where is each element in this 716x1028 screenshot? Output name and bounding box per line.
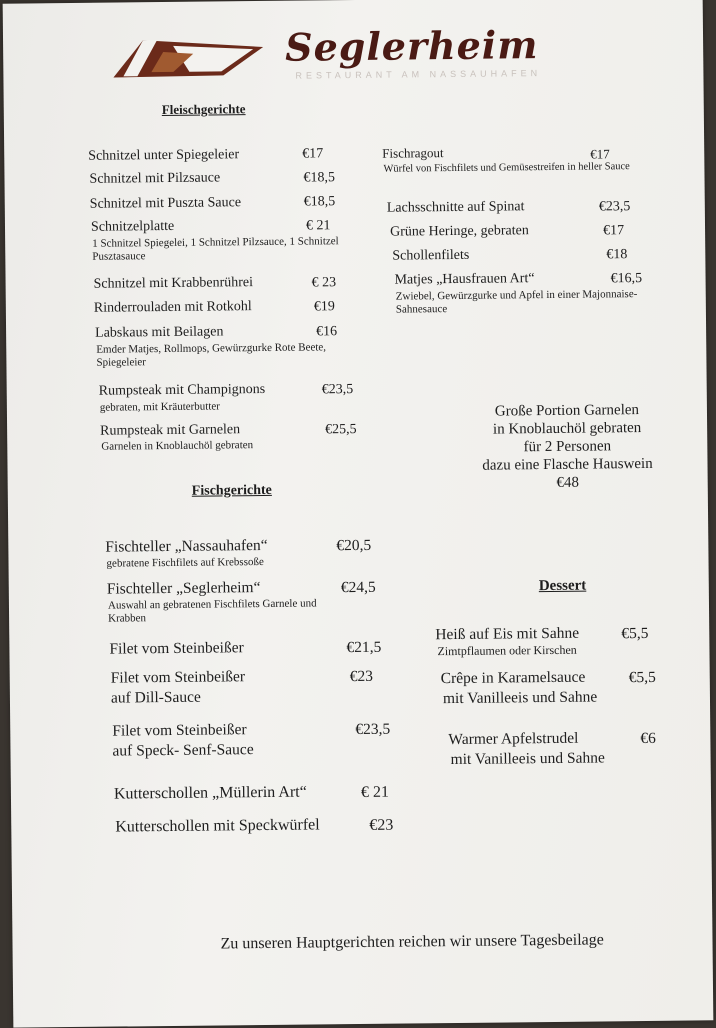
menu-item-name: Labskaus mit Beilagen [95, 324, 224, 341]
menu-item-price: €19 [313, 299, 335, 315]
menu-item-name: Kutterschollen „Müllerin Art“ [113, 783, 307, 803]
menu-item-description: Zimtpflaumen oder Kirschen [437, 642, 577, 659]
menu-item-name-line2: auf Speck- Senf-Sauce [112, 741, 254, 760]
menu-item-description: Auswahl an gebratenen Fischfilets Garnele und Krabben [107, 597, 317, 625]
menu-item-description: Zwiebel, Gewürzgurke und Apfel in einer Majonnaise-Sahnesauce [395, 288, 638, 316]
menu-item-name-line2: auf Dill-Sauce [110, 688, 201, 707]
menu-item-price: €23,5 [598, 199, 631, 215]
menu-item-name: Filet vom Steinbeißer [109, 639, 244, 658]
section-heading-dessert: Dessert [538, 577, 587, 595]
menu-item-price: €25,5 [325, 422, 357, 438]
footer-note: Zu unseren Hauptgerichten reichen wir unsere Tagesbeilage [220, 931, 604, 953]
menu-item-price: € 21 [305, 218, 331, 234]
menu-item-name: Lachsschnitte auf Spinat [386, 199, 525, 216]
menu-item-name: Rinderrouladen mit Rotkohl [93, 299, 252, 316]
menu-item-name: Fischteller „Nassauhafen“ [105, 536, 268, 556]
menu-item-name-line2: mit Vanilleeis und Sahne [442, 688, 598, 708]
anchor-logo-icon [103, 31, 274, 83]
menu-item-price: € 23 [311, 275, 337, 291]
menu-item-name: Filet vom Steinbeißer [112, 721, 247, 740]
menu-item-price: €16 [316, 324, 338, 340]
brand-name: Seglerheim [284, 22, 539, 70]
menu-item-name: Schnitzel mit Krabbenrührei [93, 275, 254, 292]
menu-item-name: Schnitzel mit Pilzsauce [89, 170, 221, 187]
menu-item-name: Fischragout [382, 145, 444, 161]
special-offer-price: €48 [556, 474, 580, 491]
brand-tagline: RESTAURANT AM NASSAUHAFEN [295, 68, 542, 81]
menu-item-name: Warmer Apfelstrudel [448, 729, 579, 749]
menu-item-price: €23 [349, 667, 374, 686]
special-offer-line: in Knoblauchöl gebraten [492, 420, 642, 438]
special-offer-line: Große Portion Garnelen [494, 402, 640, 420]
menu-item-description: gebratene Fischfilets auf Krebssoße [106, 555, 264, 570]
menu-item-name-line2: mit Vanilleeis und Sahne [450, 749, 605, 769]
menu-item-price: €17 [590, 146, 610, 162]
menu-item-price: €17 [302, 146, 324, 162]
menu-item-description: gebraten, mit Kräuterbutter [99, 400, 220, 414]
menu-item-name: Matjes „Hausfrauen Art“ [394, 271, 535, 288]
menu-page [3, 0, 714, 1028]
menu-item-price: €23,5 [355, 720, 391, 739]
menu-item-name: Schollenfilets [392, 247, 470, 264]
section-heading-fisch: Fischgerichte [191, 482, 272, 499]
menu-item-name: Schnitzel unter Spiegeleier [88, 147, 240, 164]
menu-item-description: Garnelen in Knoblauchöl gebraten [101, 439, 254, 453]
menu-item-name: Kutterschollen mit Speckwürfel [115, 816, 320, 836]
menu-item-price: € 21 [360, 783, 390, 801]
menu-item-price: €5,5 [628, 668, 656, 687]
menu-item-price: €16,5 [610, 271, 643, 287]
menu-item-price: €18,5 [303, 170, 336, 186]
menu-item-name: Schnitzelplatte [90, 218, 175, 235]
menu-item-price: €23,5 [321, 382, 354, 398]
menu-item-price: €24,5 [340, 578, 376, 597]
menu-item-name: Rumpsteak mit Garnelen [100, 422, 241, 439]
menu-item-description: Würfel von Fischfilets und Gemüsestreifen in heller Sauce [383, 161, 630, 175]
menu-item-name: Fischteller „Seglerheim“ [106, 579, 261, 598]
special-offer [447, 401, 688, 494]
special-offer-line: für 2 Personen [523, 438, 612, 456]
menu-item-description: 1 Schnitzel Spiegelei, 1 Schnitzel Pilzsauce, 1 Schnitzel Pusztasauce [92, 235, 339, 263]
menu-item-name: Crêpe in Karamelsauce [440, 668, 586, 688]
menu-item-name: Filet vom Steinbeißer [110, 668, 246, 687]
menu-item-name: Heiß auf Eis mit Sahne [435, 624, 580, 644]
menu-item-name: Grüne Heringe, gebraten [389, 223, 529, 240]
menu-item-price: €6 [640, 729, 656, 748]
menu-item-price: €23 [369, 816, 394, 834]
special-offer-line: dazu eine Flasche Hauswein [482, 455, 653, 474]
menu-item-name: Rumpsteak mit Champignons [98, 381, 266, 399]
menu-item-price: €18,5 [303, 194, 336, 210]
menu-item-price: €18 [606, 247, 628, 263]
menu-item-price: €5,5 [621, 624, 649, 643]
menu-item-description: Emder Matjes, Rollmops, Gewürzgurke Rote Beete, Spiegeleier [96, 341, 327, 369]
menu-item-name: Schnitzel mit Puszta Sauce [89, 195, 242, 212]
menu-item-price: €20,5 [336, 536, 372, 555]
section-heading-fleisch: Fleischgerichte [161, 101, 246, 118]
menu-item-price: €21,5 [346, 638, 382, 657]
menu-item-price: €17 [602, 223, 625, 239]
